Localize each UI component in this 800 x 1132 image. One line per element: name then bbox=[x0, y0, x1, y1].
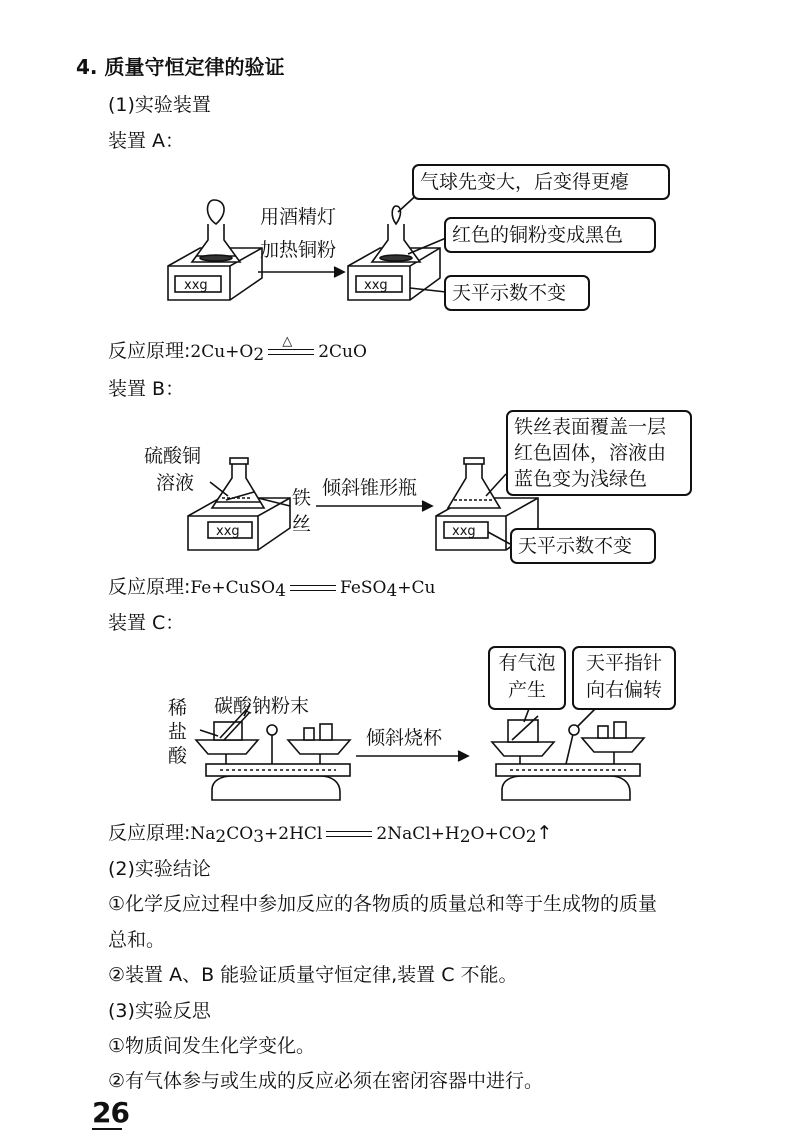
reaction-c-sub-3: 2 bbox=[459, 827, 471, 847]
reaction-c-right-a: 2NaCl+H bbox=[376, 824, 460, 844]
sodium-carbonate-label: 碳酸钠粉末 bbox=[214, 695, 310, 717]
conclusion-1-line-1: ①化学反应过程中参加反应的各物质的质量总和等于生成物的质量 bbox=[108, 893, 658, 915]
reaction-c bbox=[108, 820, 552, 847]
reaction-b-right: FeSO bbox=[339, 578, 387, 598]
acid-label-3: 酸 bbox=[168, 745, 188, 767]
copper-sulfate-label-1: 硫酸铜 bbox=[144, 445, 202, 467]
acid-label-2: 盐 bbox=[168, 721, 188, 743]
iron-wire-label-2: 丝 bbox=[292, 513, 312, 535]
scale-b1-reading: xxg bbox=[216, 524, 240, 539]
reflection-1: ①物质间发生化学变化。 bbox=[108, 1035, 316, 1057]
device-c-observation-bubbles bbox=[488, 646, 566, 710]
scale-a2-reading: xxg bbox=[364, 278, 388, 293]
device-a-arrow-text-2: 加热铜粉 bbox=[260, 239, 337, 261]
page-number: 26 bbox=[92, 1096, 129, 1129]
device-a-observation-copper: 红色的铜粉变成黑色 bbox=[444, 217, 656, 253]
reaction-c-sub-4: 2 bbox=[525, 827, 537, 847]
device-b-observation-line-1: 铁丝表面覆盖一层 bbox=[514, 416, 667, 438]
device-a-arrow-text-1: 用酒精灯 bbox=[260, 206, 337, 228]
device-b-observation-line-3: 蓝色变为浅绿色 bbox=[514, 468, 648, 490]
device-a-label: 装置 A： bbox=[108, 130, 185, 152]
gas-up-arrow-icon: ↑ bbox=[536, 822, 553, 844]
reaction-a-right: 2CuO bbox=[318, 342, 367, 362]
reaction-b-left: Fe+CuSO bbox=[190, 578, 276, 598]
device-c-bubbles-line-2: 产生 bbox=[507, 679, 546, 701]
reaction-b-prefix: 反应原理: bbox=[108, 576, 191, 598]
device-c-arrow-text: 倾斜烧杯 bbox=[366, 727, 443, 749]
device-c-label: 装置 C： bbox=[108, 612, 185, 634]
device-b-arrow-text: 倾斜锥形瓶 bbox=[322, 477, 418, 499]
reaction-a-prefix: 反应原理: bbox=[108, 340, 191, 362]
reaction-b-sub-2: 4 bbox=[386, 581, 398, 601]
device-c-pointer-line-2: 向右偏转 bbox=[585, 679, 662, 701]
device-c-bubbles-line-1: 有气泡 bbox=[498, 652, 556, 674]
subsection-reflection: (3)实验反思 bbox=[108, 1000, 211, 1022]
reaction-c-equals bbox=[326, 829, 372, 839]
reaction-c-left-a: Na bbox=[190, 824, 216, 844]
reaction-b-sub-1: 4 bbox=[275, 581, 286, 601]
section-heading: 4. 质量守恒定律的验证 bbox=[76, 55, 285, 79]
conclusion-2: ②装置 A、B 能验证质量守恒定律,装置 C 不能。 bbox=[108, 964, 518, 986]
device-c-pointer-line-1: 天平指针 bbox=[585, 652, 662, 674]
reaction-c-sub-1: 2 bbox=[215, 827, 227, 847]
reaction-c-prefix: 反应原理: bbox=[108, 822, 191, 844]
reaction-c-left-c: +2HCl bbox=[264, 824, 323, 844]
copper-sulfate-label-2: 溶液 bbox=[156, 472, 195, 494]
device-c-observation-pointer bbox=[572, 646, 676, 710]
reaction-a-sub: 2 bbox=[253, 345, 265, 365]
device-a-observation-balloon: 气球先变大，后变得更瘪 bbox=[412, 164, 670, 200]
reaction-a-condition: △ bbox=[282, 333, 293, 349]
subsection-conclusion: (2)实验结论 bbox=[108, 858, 211, 880]
reflection-2: ②有气体参与或生成的反应必须在密闭容器中进行。 bbox=[108, 1070, 544, 1092]
scale-b2-reading: xxg bbox=[452, 524, 476, 539]
acid-label-1: 稀 bbox=[168, 697, 188, 719]
reaction-c-sub-2: 3 bbox=[253, 827, 265, 847]
device-b-label: 装置 B： bbox=[108, 378, 185, 400]
device-a-observation-scale: 天平示数不变 bbox=[444, 275, 590, 311]
iron-wire-label-1: 铁 bbox=[292, 487, 312, 509]
reaction-c-right-b: O+CO bbox=[470, 824, 526, 844]
page-number-underline bbox=[92, 1128, 122, 1130]
reaction-c-left-b: CO bbox=[226, 824, 254, 844]
reaction-a-left: 2Cu+O bbox=[190, 342, 254, 362]
conclusion-1-line-2: 总和。 bbox=[108, 929, 166, 951]
reaction-b-right-2: +Cu bbox=[397, 578, 436, 598]
scale-a1-reading: xxg bbox=[184, 278, 208, 293]
device-b-observation-scale: 天平示数不变 bbox=[510, 528, 656, 564]
subsection-setup: (1)实验装置 bbox=[108, 94, 211, 116]
device-b-observation-line-2: 红色固体，溶液由 bbox=[514, 442, 667, 464]
